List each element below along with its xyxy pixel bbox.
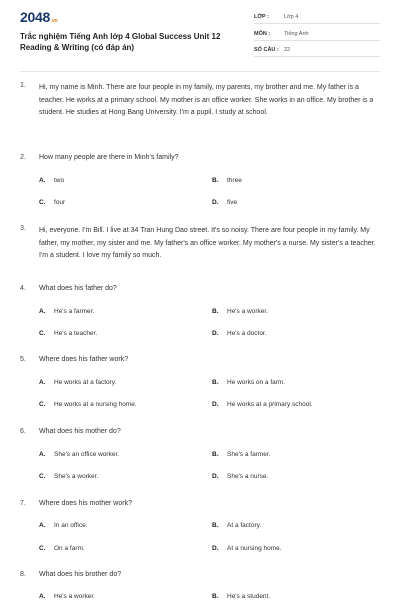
option-letter: A. — [39, 451, 46, 458]
option-text: At a factory. — [227, 522, 262, 529]
item-number: 5. — [20, 356, 26, 363]
option-text: At a nursing home. — [227, 545, 282, 552]
option-text: She's a worker. — [54, 473, 99, 480]
option-text: He's a student. — [227, 593, 271, 600]
option-text: three — [227, 177, 242, 184]
option-text: He's a worker. — [227, 308, 268, 315]
option-letter: C. — [39, 545, 46, 552]
option-text: He's a teacher. — [54, 330, 98, 337]
option-letter: B. — [212, 593, 219, 600]
option-text: He works at a primary school. — [227, 401, 313, 408]
option-text: He's a farmer. — [54, 308, 95, 315]
item-number: 6. — [20, 428, 26, 435]
option-letter: A. — [39, 593, 46, 600]
option-letter: B. — [212, 177, 219, 184]
site-logo[interactable] — [20, 9, 57, 25]
option-letter: A. — [39, 177, 46, 184]
meta-subject-key: MÔN : — [254, 31, 271, 37]
option-text: He's a doctor. — [227, 330, 267, 337]
option-letter: D. — [212, 545, 219, 552]
option-letter: A. — [39, 379, 46, 386]
item-number: 4. — [20, 285, 26, 292]
option-text: He's a worker. — [54, 593, 95, 600]
item-number: 2. — [20, 154, 26, 161]
page-header — [0, 0, 400, 64]
option-letter: B. — [212, 379, 219, 386]
item-number: 7. — [20, 500, 26, 507]
title-line-1: Trắc nghiệm Tiếng Anh lớp 4 Global Success Unit 12 — [20, 32, 221, 41]
question-text: How many people are there in Minh's family? — [39, 154, 179, 161]
meta-count-key: SỐ CÂU : — [254, 47, 279, 53]
question-text: Where does his father work? — [39, 356, 129, 363]
meta-subject-row — [254, 29, 380, 41]
option-letter: B. — [212, 522, 219, 529]
logo-suffix: .vn — [50, 18, 58, 24]
question-text: What does his father do? — [39, 285, 117, 292]
header-divider — [20, 71, 380, 72]
option-text: He works at a nursing home. — [54, 401, 137, 408]
option-text: She's a farmer. — [227, 451, 271, 458]
option-letter: D. — [212, 473, 219, 480]
meta-class-key: LỚP : — [254, 14, 269, 20]
option-text: He works at a factory. — [54, 379, 117, 386]
option-text: He works on a farm. — [227, 379, 286, 386]
option-text: five — [227, 199, 238, 206]
document-title — [20, 31, 230, 53]
option-letter: C. — [39, 401, 46, 408]
option-text: four — [54, 199, 66, 206]
logo-text: 2048 — [20, 9, 50, 25]
option-letter: A. — [39, 522, 46, 529]
question-text: What does his mother do? — [39, 428, 121, 435]
option-letter: D. — [212, 199, 219, 206]
option-letter: B. — [212, 308, 219, 315]
option-letter: C. — [39, 473, 46, 480]
meta-class-value: Lớp 4 — [284, 14, 299, 20]
meta-class-row — [254, 12, 380, 24]
option-text: She's an office worker. — [54, 451, 120, 458]
option-letter: A. — [39, 308, 46, 315]
meta-count-value: 22 — [284, 47, 291, 53]
passage-text: Hi, my name is Minh. There are four people in my family, my parents, my brother and me. My father is a teacher. He works at a primary school. My mother is an office worker. She works in an office. My brother is a student. He studies at Hong Bang University. I'm a pupil. I study at school. — [39, 84, 374, 117]
option-text: In an office. — [54, 522, 88, 529]
item-number: 1. — [20, 82, 26, 89]
option-text: She's a nurse. — [227, 473, 269, 480]
option-text: two — [54, 177, 65, 184]
option-letter: B. — [212, 451, 219, 458]
option-letter: C. — [39, 199, 46, 206]
option-text: On a farm. — [54, 545, 85, 552]
passage-text: Hi, everyone. I'm Bill. I live at 34 Tran Hung Dao street. It's so noisy. There are four people in my family. My father, my mother, my sister and me. My father's an office worker. My mother's a nurse. My sister's a teacher. I'm a student. I love my family so much. — [39, 227, 376, 260]
meta-count-row — [254, 45, 380, 57]
title-line-2: Reading & Writing (có đáp án) — [20, 43, 135, 52]
option-letter: D. — [212, 401, 219, 408]
meta-subject-value: Tiếng Anh — [284, 31, 309, 37]
question-text: Where does his mother work? — [39, 500, 132, 507]
item-number: 8. — [20, 571, 26, 578]
question-text: What does his brother do? — [39, 571, 122, 578]
option-letter: D. — [212, 330, 219, 337]
item-number: 3. — [20, 225, 26, 232]
option-letter: C. — [39, 330, 46, 337]
